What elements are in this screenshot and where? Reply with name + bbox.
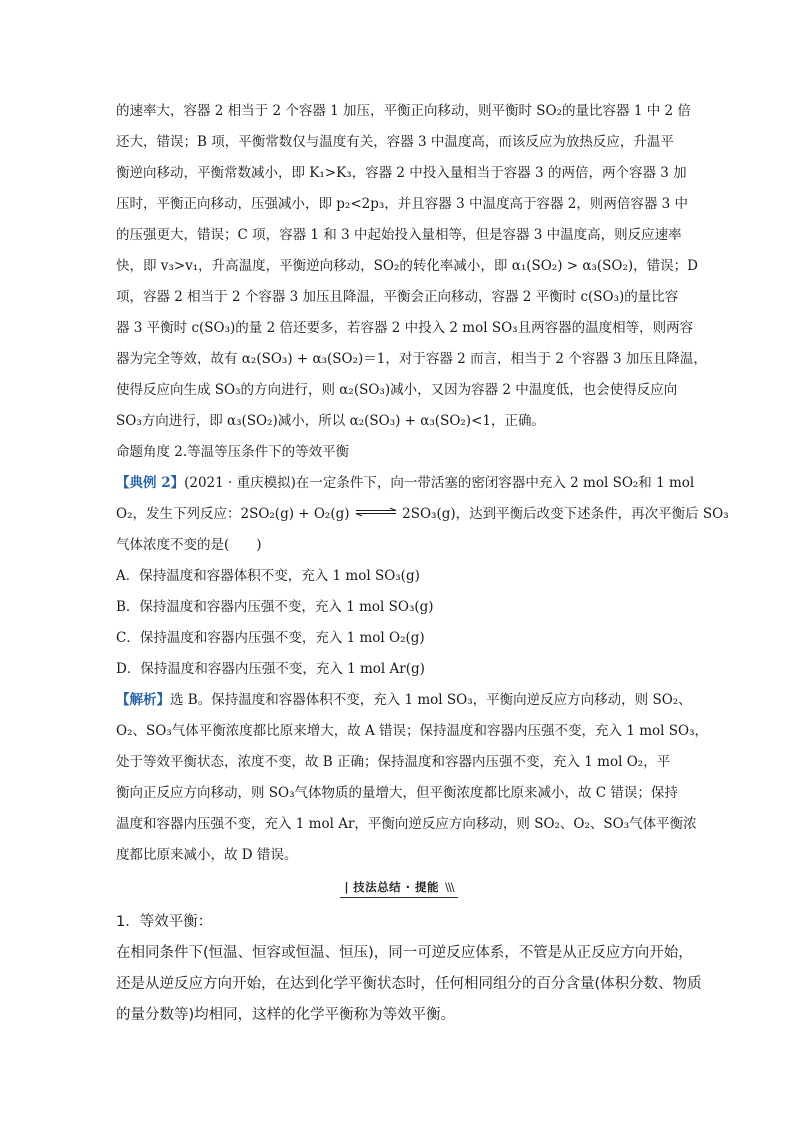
analysis-block bbox=[116, 685, 708, 871]
analysis-line: O₂、SO₃气体平衡浓度都比原来增大，故 A 错误；保持温度和容器内压强不变，充入 1 mol SO₃， bbox=[116, 723, 708, 739]
triple-slash-icon: \\\ bbox=[444, 880, 454, 894]
options-list bbox=[116, 561, 682, 685]
option-b: B．保持温度和容器内压强不变，充入 1 mol SO₃(g) bbox=[116, 599, 434, 615]
example-line bbox=[116, 499, 729, 530]
text-line: 器为完全等效，故有 α₂(SO₃) + α₃(SO₂)＝1，对于容器 2 而言，相当于 2 个容器 3 加压且降温， bbox=[116, 351, 707, 367]
analysis-paragraph-continued bbox=[116, 96, 707, 437]
example-text: O₂，发生下列反应：2SO₂(g) + O₂(g) bbox=[116, 506, 350, 522]
example-line bbox=[116, 468, 695, 499]
option-d: D．保持温度和容器内压强不变，充入 1 mol Ar(g) bbox=[116, 661, 425, 677]
text-line: 的压强更大，错误；C 项，容器 1 和 3 中起始投入量相等，但是容器 3 中温度高，则反应速率 bbox=[116, 227, 682, 243]
analysis-line: 温度和容器内压强不变，充入 1 mol Ar，平衡向逆反应方向移动，则 SO₂、O₂、SO₃气体平衡浓 bbox=[116, 816, 697, 832]
text-line: 的速率大，容器 2 相当于 2 个容器 1 加压，平衡正向移动，则平衡时 SO₂的量比容器 1 中 2 倍 bbox=[116, 103, 691, 119]
example-text: 2SO₃(g)，达到平衡后改变下述条件，再次平衡后 SO₃ bbox=[402, 506, 729, 522]
example-label: 【典例 2】 bbox=[116, 475, 185, 491]
example-text: (2021 · 重庆模拟)在一定条件下，向一带活塞的密闭容器中充入 2 mol SO₂和 1 mol bbox=[184, 475, 695, 491]
point-line: 在相同条件下(恒温、恒容或恒温、恒压)，同一可逆反应体系，不管是从正反应方向开始， bbox=[116, 945, 693, 961]
equilibrium-arrow-icon bbox=[354, 508, 398, 516]
point-line: 的量分数等)均相同，这样的化学平衡称为等效平衡。 bbox=[116, 1007, 456, 1023]
analysis-text: 选 B。保持温度和容器体积不变，充入 1 mol SO₃，平衡向逆反应方向移动，则 SO₂、 bbox=[170, 692, 692, 708]
text-line: 压时，平衡正向移动，压强减小，即 p₂<2p₃，并且容器 3 中温度高于容器 2，则两倍容器 3 中 bbox=[116, 196, 689, 212]
option-c: C．保持温度和容器内压强不变，充入 1 mol O₂(g) bbox=[116, 630, 425, 646]
text-line: 器 3 平衡时 c(SO₃)的量 2 倍还要多，若容器 2 中投入 2 mol SO₃且两容器的温度相等，则两容 bbox=[116, 320, 694, 336]
text-line: 衡逆向移动，平衡常数减小，即 K₁>K₃，容器 2 中投入量相当于容器 3 的两倍，两个容器 3 加 bbox=[116, 165, 687, 181]
analysis-line: 度都比原来减小，故 D 错误。 bbox=[116, 847, 298, 863]
text-line: 快，即 v₃>v₁，升高温度，平衡逆向移动，SO₂的转化率减小，即 α₁(SO₂) > α₃(SO₂)，错误；D bbox=[116, 258, 698, 274]
point-1 bbox=[116, 907, 702, 1031]
point-title: 1．等效平衡： bbox=[116, 914, 213, 930]
analysis-line bbox=[116, 685, 692, 716]
example-line: 气体浓度不变的是( ) bbox=[116, 537, 262, 553]
document-page bbox=[116, 96, 729, 1031]
summary-tag bbox=[340, 879, 457, 898]
text-line: SO₃方向进行，即 α₃(SO₂)减小，所以 α₂(SO₃) + α₃(SO₂)<1，正确。 bbox=[116, 413, 545, 429]
bar-mark-icon: | bbox=[344, 880, 350, 894]
text-line: 使得反应向生成 SO₃的方向进行，则 α₂(SO₃)减小，又因为容器 2 中温度低，也会使得反应向 bbox=[116, 382, 678, 398]
analysis-line: 衡向正反应方向移动，则 SO₃气体物质的量增大，但平衡浓度都比原来减小，故 C 错误；保持 bbox=[116, 785, 678, 801]
text-line: 项，容器 2 相当于 2 个容器 3 加压且降温，平衡会正向移动，容器 2 平衡时 c(SO₃)的量比容 bbox=[116, 289, 679, 305]
section-heading: 命题角度 2.等温等压条件下的等效平衡 bbox=[116, 444, 350, 460]
summary-divider bbox=[116, 871, 682, 907]
example-question bbox=[116, 468, 729, 561]
analysis-label: 【解析】 bbox=[116, 692, 170, 708]
summary-tag-text: 技法总结 · 提能 bbox=[353, 880, 439, 894]
point-line: 还是从逆反应方向开始，在达到化学平衡状态时，任何相同组分的百分含量(体积分数、物质 bbox=[116, 976, 702, 992]
analysis-line: 处于等效平衡状态，浓度不变，故 B 正确；保持温度和容器内压强不变，充入 1 mol O₂，平 bbox=[116, 754, 671, 770]
text-line: 还大，错误；B 项，平衡常数仅与温度有关，容器 3 中温度高，而该反应为放热反应，升温平 bbox=[116, 134, 674, 150]
option-a: A．保持温度和容器体积不变，充入 1 mol SO₃(g) bbox=[116, 568, 420, 584]
